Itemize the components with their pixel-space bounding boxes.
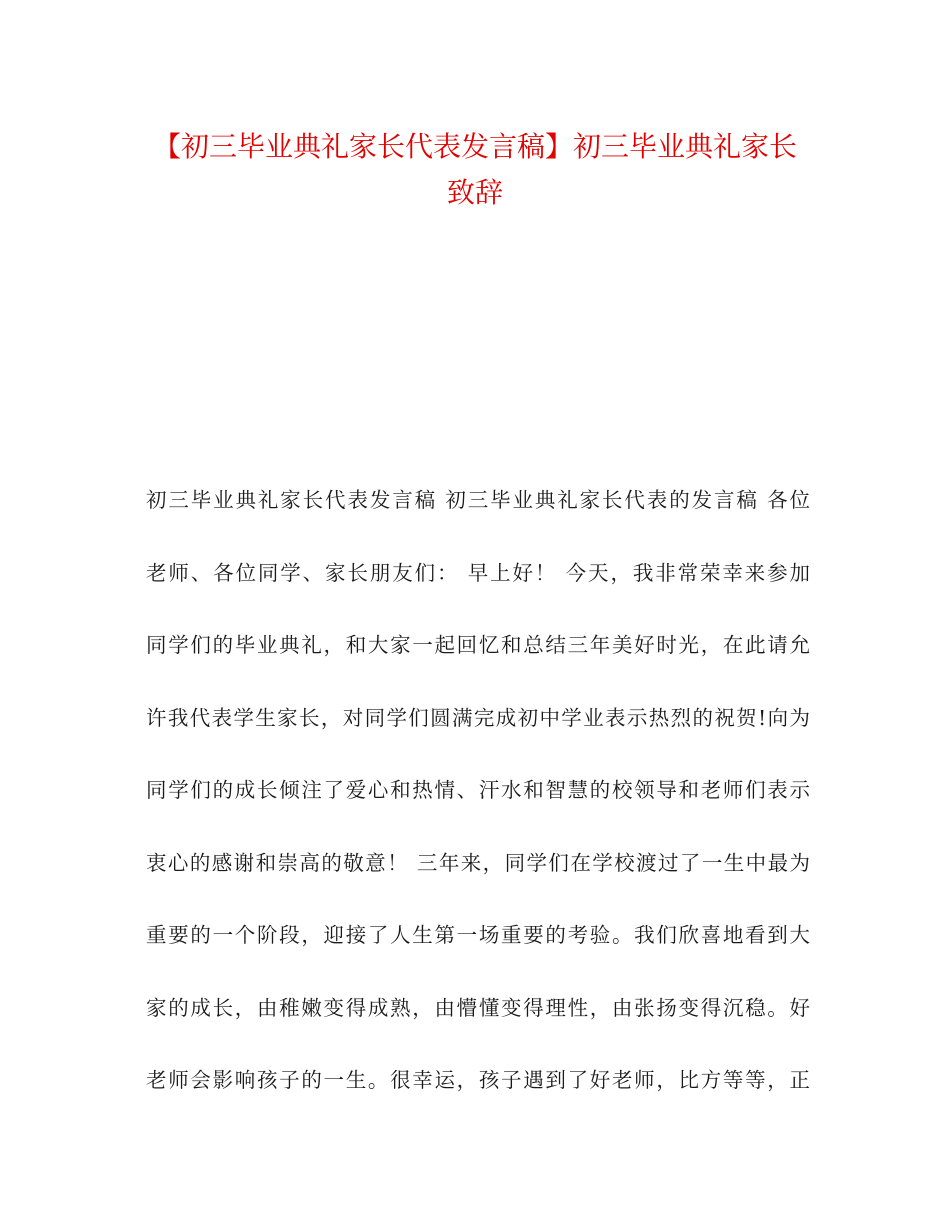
title-line-2: 致辞	[446, 176, 503, 209]
body-line: 同学们的毕业典礼，和大家一起回忆和总结三年美好时光，在此请允	[146, 633, 810, 657]
body-line: 老师、各位同学、家长朋友们： 早上好！ 今天，我非常荣幸来参加	[146, 560, 810, 585]
body-line: 初三毕业典礼家长代表发言稿 初三毕业典礼家长代表的发言稿 各位	[146, 488, 810, 512]
title-line-1: 【初三毕业典礼家长代表发言稿】初三毕业典礼家长	[152, 130, 797, 163]
body-line: 家的成长，由稚嫩变得成熟，由懵懂变得理性，由张扬变得沉稳。好	[146, 995, 810, 1020]
body-line: 许我代表学生家长，对同学们圆满完成初中学业表示热烈的祝贺!向为	[146, 705, 810, 730]
body-line: 同学们的成长倾注了爱心和热情、汗水和智慧的校领导和老师们表示	[146, 778, 810, 802]
body-line: 老师会影响孩子的一生。很幸运，孩子遇到了好老师，比方等等，正	[146, 1068, 810, 1092]
body-line: 重要的一个阶段，迎接了人生第一场重要的考验。我们欣喜地看到大	[146, 923, 810, 947]
body-line: 衷心的感谢和崇高的敬意！ 三年来，同学们在学校渡过了一生中最为	[146, 850, 810, 875]
document-title	[130, 124, 820, 216]
document-body	[146, 478, 810, 1131]
